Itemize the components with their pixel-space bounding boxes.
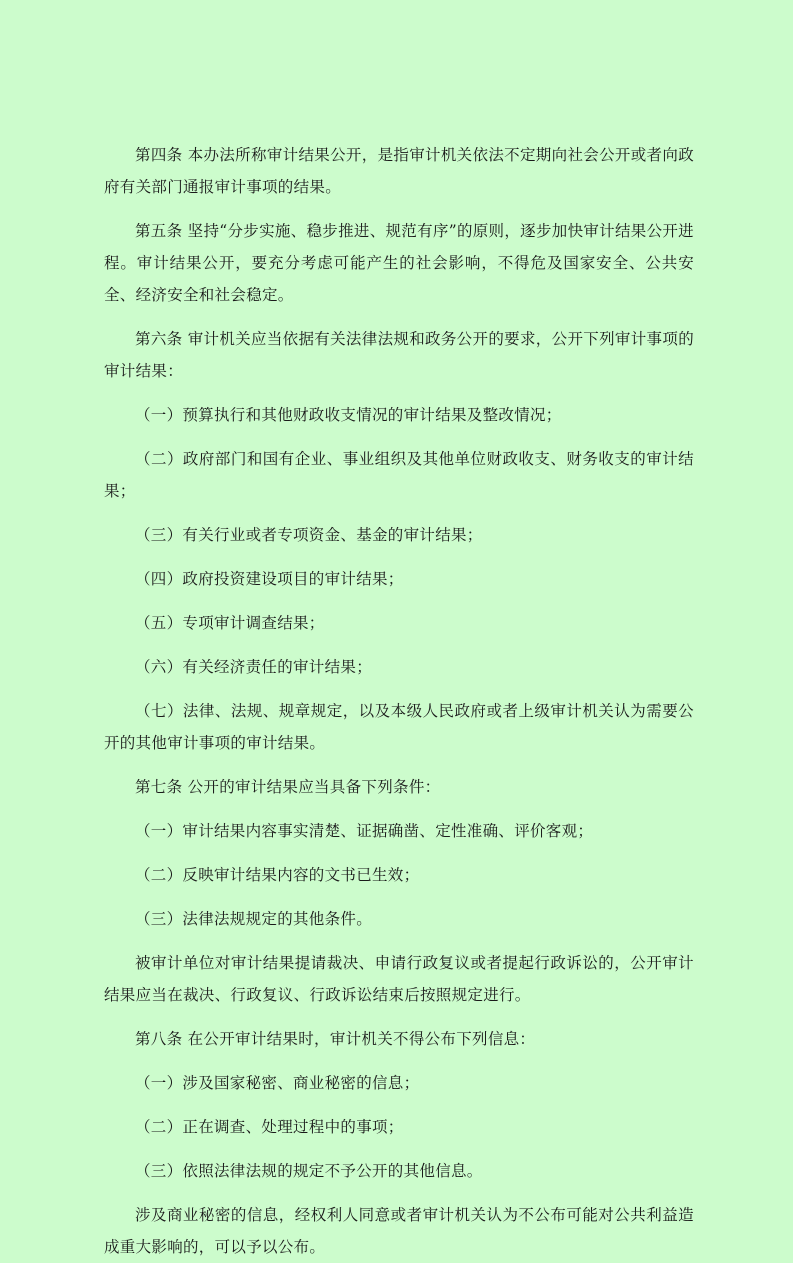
article-8-paragraph: 第八条 在公开审计结果时，审计机关不得公布下列信息： [135, 1030, 536, 1048]
article-6-item-7: （七）法律、法规、规章规定，以及本级人民政府或者上级审计机关认为需要公开的其他审计事项的审计结果。 [104, 702, 694, 752]
article-6-paragraph: 第六条 审计机关应当依据有关法律法规和政务公开的要求，公开下列审计事项的审计结果： [104, 330, 694, 380]
article-6-item-2: （二）政府部门和国有企业、事业组织及其他单位财政收支、财务收支的审计结果； [104, 450, 694, 500]
article-7-item-2: （二）反映审计结果内容的文书已生效； [135, 866, 420, 884]
article-7-item-3: （三）法律法规规定的其他条件。 [135, 910, 373, 928]
article-7-item-1: （一）审计结果内容事实清楚、证据确凿、定性准确、评价客观； [135, 822, 594, 840]
article-6-item-1: （一）预算执行和其他财政收支情况的审计结果及整改情况； [135, 406, 562, 424]
article-6-item-6: （六）有关经济责任的审计结果； [135, 658, 373, 676]
article-5-paragraph: 第五条 坚持“分步实施、稳步推进、规范有序”的原则，逐步加快审计结果公开进程。审计结果公开，要充分考虑可能产生的社会影响，不得危及国家安全、公共安全、经济安全和社会稳定。 [104, 222, 694, 304]
article-6-item-5: （五）专项审计调查结果； [135, 614, 325, 632]
article-8-item-3: （三）依照法律法规的规定不予公开的其他信息。 [135, 1162, 483, 1180]
article-8-note: 涉及商业秘密的信息，经权利人同意或者审计机关认为不公布可能对公共利益造成重大影响的，可以予以公布。 [104, 1206, 694, 1256]
article-6-item-3: （三）有关行业或者专项资金、基金的审计结果； [135, 526, 483, 544]
article-6-item-4: （四）政府投资建设项目的审计结果； [135, 570, 404, 588]
article-4-paragraph: 第四条 本办法所称审计结果公开，是指审计机关依法不定期向社会公开或者向政府有关部门通报审计事项的结果。 [104, 146, 694, 196]
article-8-item-2: （二）正在调查、处理过程中的事项； [135, 1118, 404, 1136]
article-7-paragraph: 第七条 公开的审计结果应当具备下列条件： [135, 778, 441, 796]
article-8-item-1: （一）涉及国家秘密、商业秘密的信息； [135, 1074, 420, 1092]
article-7-note: 被审计单位对审计结果提请裁决、申请行政复议或者提起行政诉讼的，公开审计结果应当在裁决、行政复议、行政诉讼结束后按照规定进行。 [104, 954, 694, 1004]
document-body [104, 139, 694, 1263]
